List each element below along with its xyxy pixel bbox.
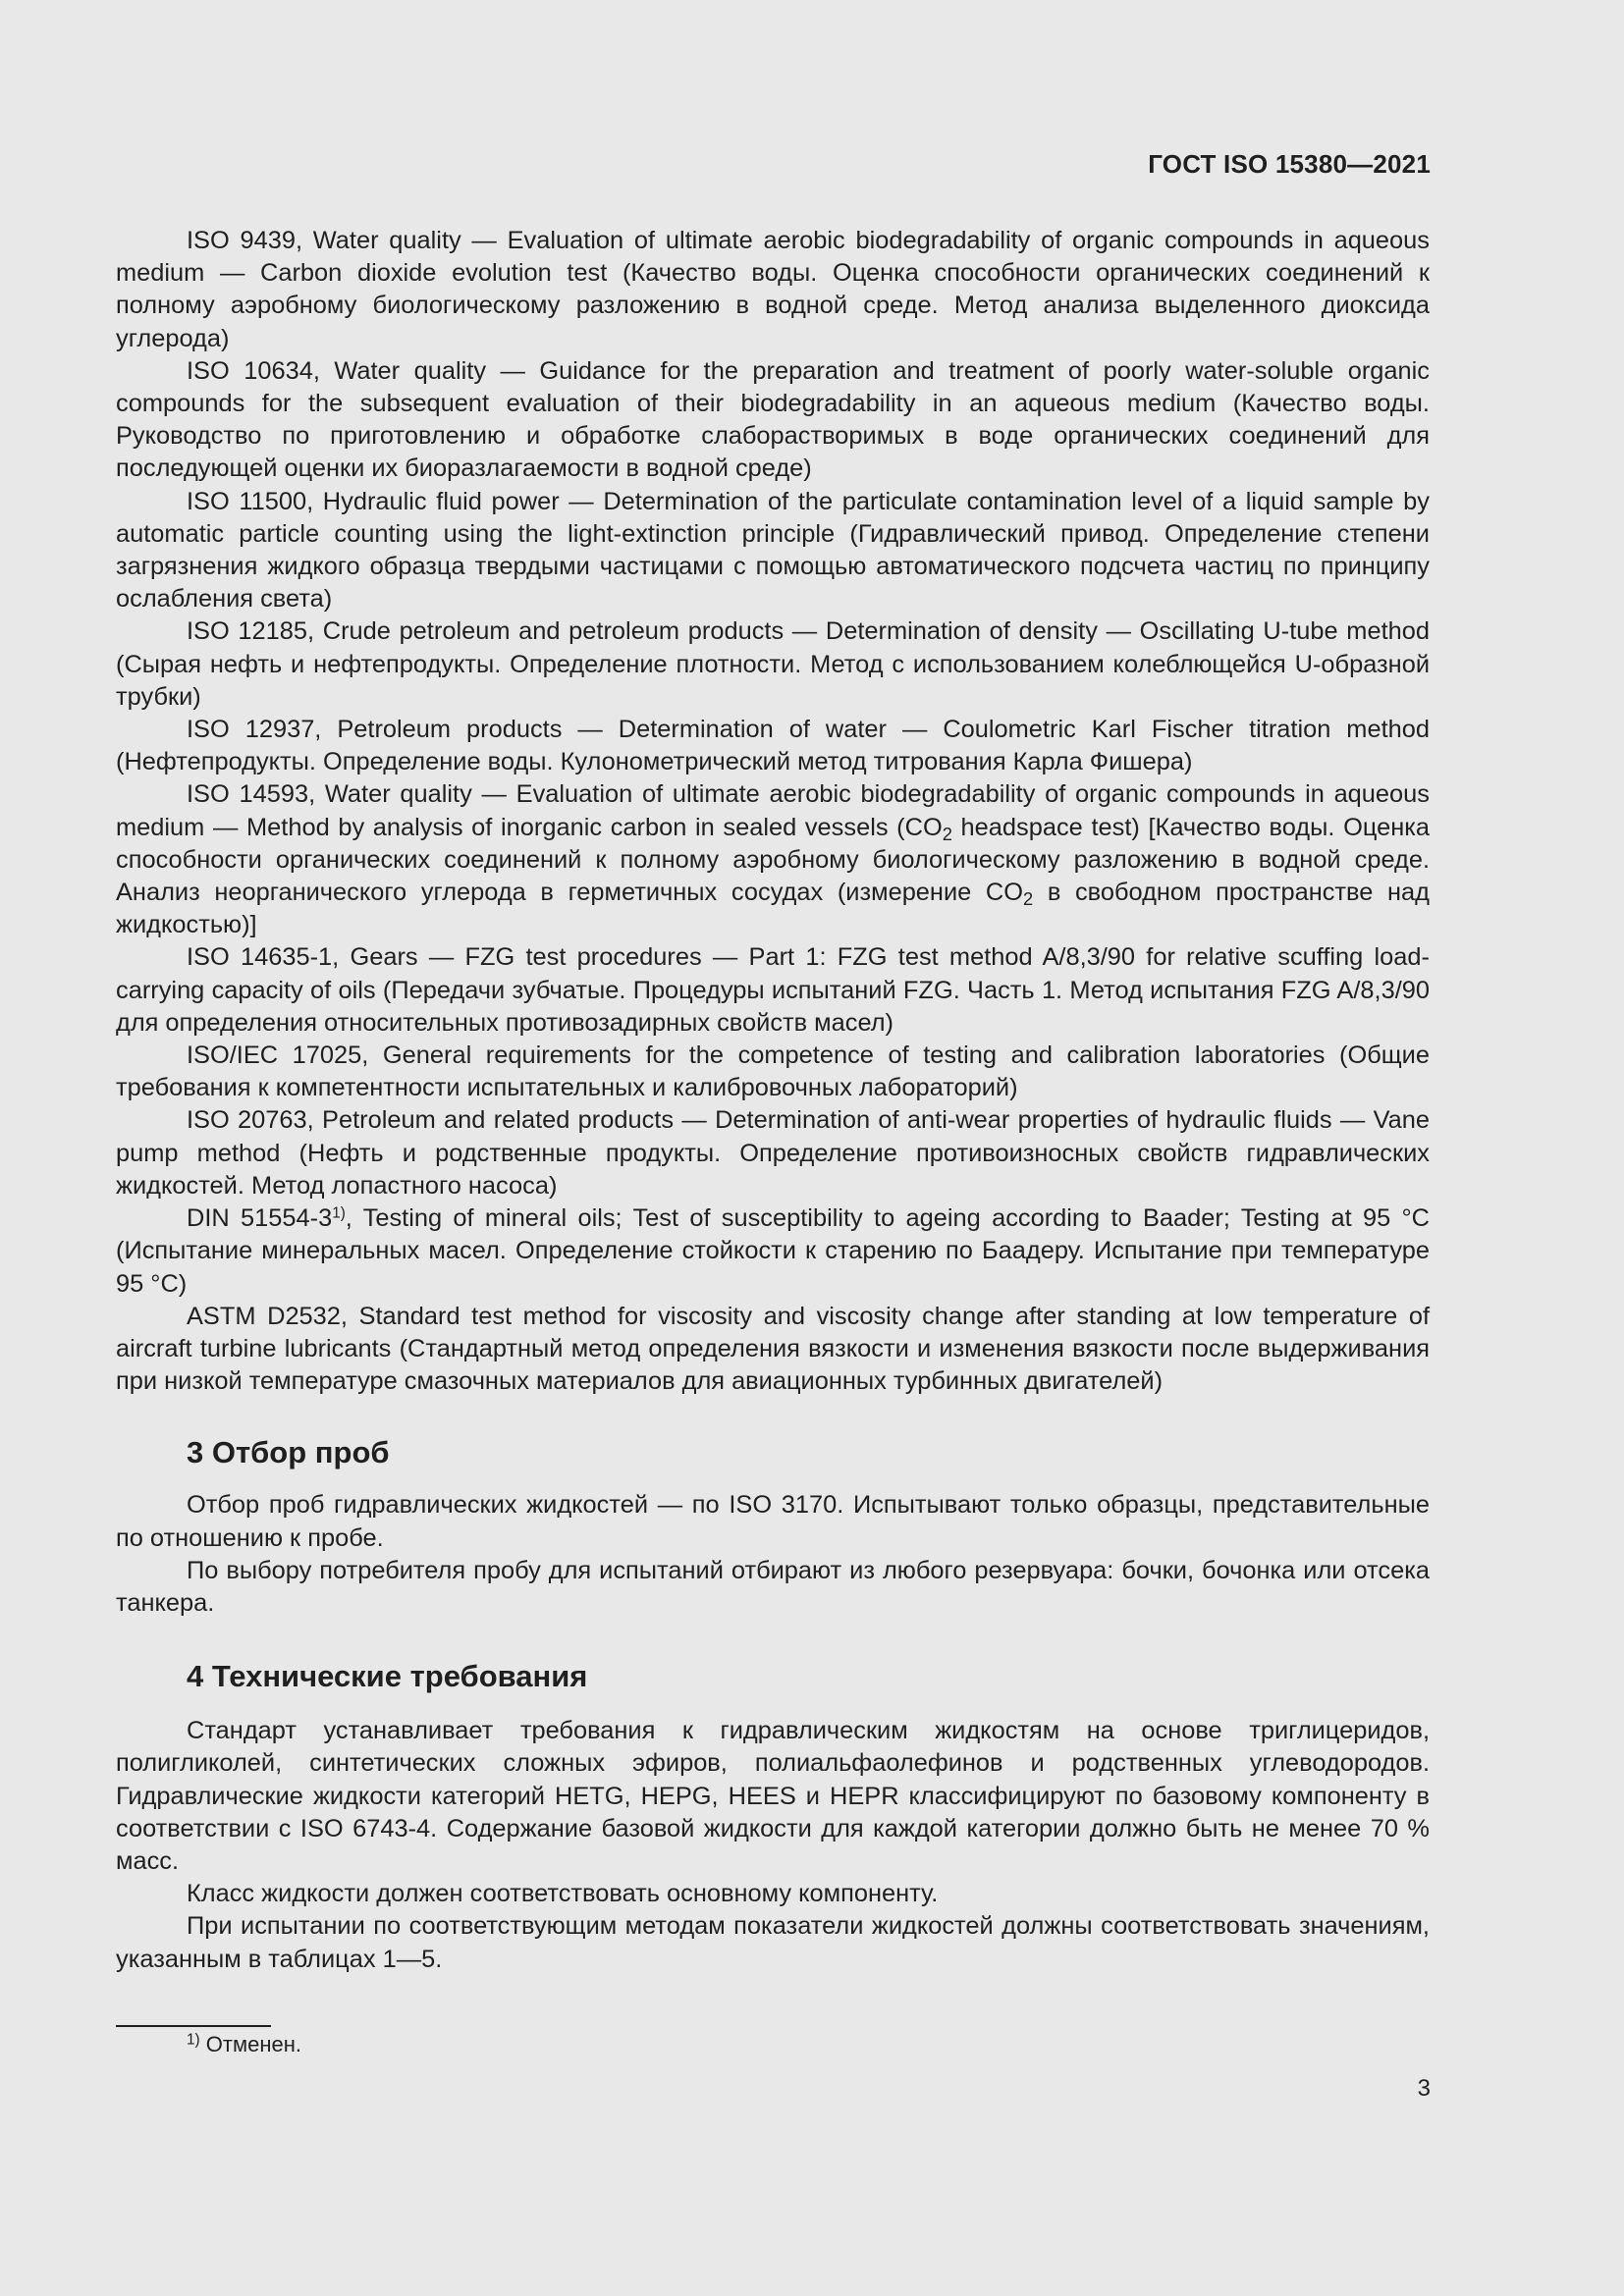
reference-iso-20763: ISO 20763, Petroleum and related products — Determination of anti-wear properties of hydraulic fluids — Vane pump method (Нефть и родственные продукты. Определение противоизносных свойств гидравлических жидкостей. Метод лопастного насоса) xyxy=(116,1106,1430,1200)
footnote xyxy=(187,2030,301,2059)
section-4-heading: 4 Технические требования xyxy=(187,1659,588,1694)
reference-astm-d2532: ASTM D2532, Standard test method for viscosity and viscosity change after standing at low temperature of aircraft turbine lubricants (Стандартный метод определения вязкости и изменения вязкости после выдерживания при низкой температуре смазочных материалов для авиационных турбинных двигателей) xyxy=(116,1302,1430,1396)
reference-din-51554-3 xyxy=(116,1202,1430,1301)
reference-iso-11500: ISO 11500, Hydraulic fluid power — Determination of the particulate contamination level of a liquid sample by automatic particle counting using the light-extinction principle (Гидравлический привод. Определение степени загрязнения жидкого образца твердыми частицами с помощью автоматического подсчета частиц по принципу ослабления света) xyxy=(116,487,1430,614)
reference-iso-12937: ISO 12937, Petroleum products — Determination of water — Coulometric Karl Fischer titration method (Нефтепродукты. Определение воды. Кулонометрический метод титрования Карла Фишера) xyxy=(116,716,1430,776)
footnote-text: Отменен. xyxy=(199,2032,301,2056)
section-3-heading: 3 Отбор проб xyxy=(187,1435,390,1470)
reference-text: , Testing of mineral oils; Test of susceptibility to ageing according to Baader; Testing at 95 °C (Испытание минеральных масел. Определение стойкости к старению по Баадеру. Испытание при температуре 95 °C) xyxy=(116,1204,1430,1298)
reference-iso-10634: ISO 10634, Water quality — Guidance for the preparation and treatment of poorly water-soluble organic compounds for the subsequent evaluation of their biodegradability in an aqueous medium (Качество воды. Руководство по приготовлению и обработке слаборастворимых в воде органических соединений для последующей оценки их биоразлагаемости в водной среде) xyxy=(116,356,1430,483)
section-4-paragraph: При испытании по соответствующим методам показатели жидкостей должны соответствовать значениям, указанным в таблицах 1—5. xyxy=(116,1912,1430,1973)
reference-text: DIN 51554-3 xyxy=(187,1204,333,1233)
reference-text: ISO 14593, Water quality — Evaluation of ultimate aerobic biodegradability of organic compounds in aqueous medium — Method by analysis of inorganic carbon in sealed vessels (CO xyxy=(116,780,1430,841)
reference-iso-12185: ISO 12185, Crude petroleum and petroleum products — Determination of density — Oscillating U-tube method (Сырая нефть и нефтепродукты. Определение плотности. Метод с использованием колеблющейся U-образной трубки) xyxy=(116,617,1430,711)
reference-iso-iec-17025: ISO/IEC 17025, General requirements for the competence of testing and calibration laboratories (Общие требования к компетентности испытательных и калибровочных лабораторий) xyxy=(116,1041,1430,1102)
reference-iso-14635-1: ISO 14635-1, Gears — FZG test procedures — Part 1: FZG test method A/8,3/90 for relative scuffing load-carrying capacity of oils (Передачи зубчатые. Процедуры испытаний FZG. Часть 1. Метод испытания FZG A/8,3/90 для определения относительных противозадирных свойств масел) xyxy=(116,943,1430,1037)
reference-text: headspace test) [Качество воды. Оценка способности органических соединений к полному аэробному биологическому разложению в водной среде. Анализ неорганического углерода в герметичных сосудах (измерение CO xyxy=(116,813,1431,907)
page-number: 3 xyxy=(1417,2075,1431,2102)
reference-iso-9439: ISO 9439, Water quality — Evaluation of ultimate aerobic biodegradability of organic compounds in aqueous medium — Carbon dioxide evolution test (Качество воды. Оценка способности органических соединений к полному аэробному биологическому разложению в водной среде. Метод анализа выделенного диоксида углерода) xyxy=(116,227,1430,352)
subscript: 2 xyxy=(942,823,952,844)
reference-text: в свободном пространстве над жидкостью)] xyxy=(116,879,1430,939)
footnote-marker: 1) xyxy=(187,2031,200,2049)
section-4-paragraph: Класс жидкости должен соответствовать основному компоненту. xyxy=(187,1880,939,1908)
subscript: 2 xyxy=(1023,888,1034,910)
section-4-paragraph: Стандарт устанавливает требования к гидравлическим жидкостям на основе триглицеридов, полигликолей, синтетических сложных эфиров, полиальфаолефинов и родственных углеводородов. Гидравлические жидкости категорий HETG, HEPG, HEES и HEPR классифицируют по базовому компоненту в соответствии с ISO 6743-4. Содержание базовой жидкости для каждой категории должно быть не менее 70 % масс. xyxy=(116,1717,1430,1875)
footnote-divider xyxy=(116,2025,271,2027)
section-3-paragraph: По выбору потребителя пробу для испытаний отбирают из любого резервуара: бочки, бочонка или отсека танкера. xyxy=(116,1556,1430,1617)
footnote-ref: 1) xyxy=(332,1204,346,1222)
reference-iso-14593 xyxy=(116,778,1430,941)
document-header-id: ГОСТ ISO 15380—2021 xyxy=(1148,149,1431,179)
document-body xyxy=(116,225,1430,1976)
section-3-paragraph: Отбор проб гидравлических жидкостей — по ISO 3170. Испытывают только образцы, представительные по отношению к пробе. xyxy=(116,1491,1430,1552)
